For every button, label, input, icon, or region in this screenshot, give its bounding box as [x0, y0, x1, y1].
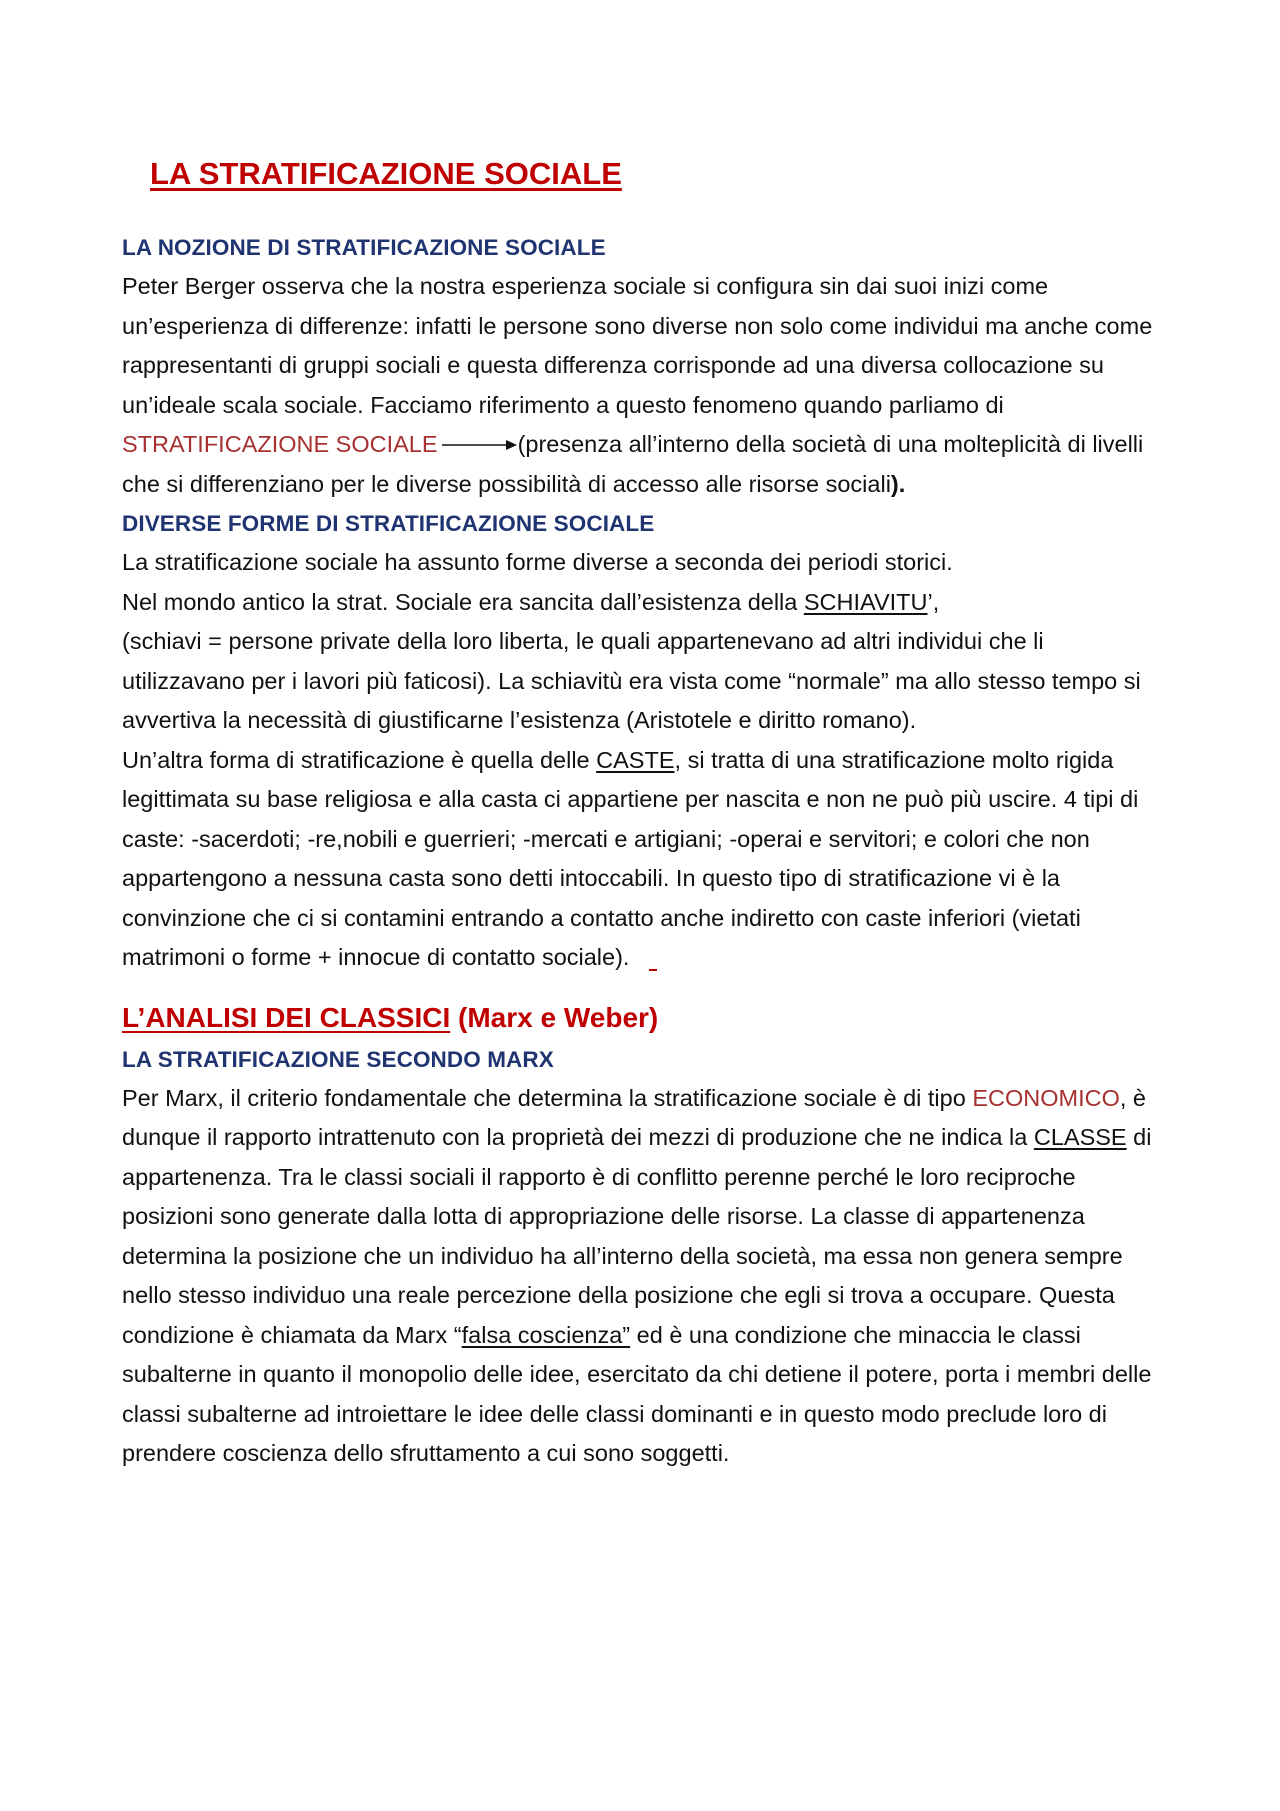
paragraph-caste-text-2: , si tratta di una stratificazione molto rigida legittimata su base religiosa e alla casta ci appartiene per nascita e non ne può più uscire. 4 tipi di caste: -sacerdoti; -re,nobili e guerrieri; -mercati e artigiani; -operai e servitori; e colori che non appartengono a nessuna casta sono detti intoccabili. In questo tipo di stratificazione vi è la convinzione che ci si contamini entrando a contatto anche indiretto con caste inferiori (vietati matrimoni o forme + innocue di contatto sociale). [122, 746, 1139, 971]
line-forme-diverse: La stratificazione sociale ha assunto forme diverse a seconda dei periodi storici. [122, 549, 953, 576]
heading-analisi-classici [122, 996, 1172, 1040]
heading-marx: LA STRATIFICAZIONE SECONDO MARX [122, 1046, 554, 1072]
heading-nozione: LA NOZIONE DI STRATIFICAZIONE SOCIALE [122, 235, 606, 261]
paragraph-nozione [122, 267, 1172, 504]
document-page [122, 155, 1172, 1474]
paragraph-caste-text-1: Un’altra forma di stratificazione è quella delle [122, 746, 597, 773]
paragraph-nozione-text-1: Peter Berger osserva che la nostra esperienza sociale si configura sin dai suoi inizi come un’esperienza di differenze: infatti le persone sono diverse non solo come individui ma anche come rappresentanti di gruppi sociali e questa differenza corrisponde ad una diversa collocazione su un’ideale scala sociale. Facciamo riferimento a questo fenomeno quando parliamo di [122, 273, 1153, 418]
paragraph-marx-text-4: ed è una condizione che minaccia le classi subalterne in quanto il monopolio delle idee, esercitato da chi detiene il potere, porta i membri delle classi subalterne ad introiettare le idee delle classi dominanti e in questo modo preclude loro di prendere coscienza dello sfruttamento a cui sono soggetti. [122, 1321, 1152, 1467]
paragraph-nozione-text-2: (presenza all’interno della società di una molteplicità di livelli che si differenziano per le diverse possibilità di accesso alle risorse sociali [122, 431, 1144, 497]
term-schiavitu: SCHIAVITU [803, 588, 928, 615]
paragraph-marx-text-1: Per Marx, il criterio fondamentale che determina la stratificazione sociale è di tipo [122, 1084, 973, 1111]
line-mondo-antico [122, 583, 1172, 623]
term-stratificazione-sociale: STRATIFICAZIONE SOCIALE [122, 431, 438, 458]
heading-diverse-forme: DIVERSE FORME DI STRATIFICAZIONE SOCIALE [122, 511, 655, 537]
document-title: LA STRATIFICAZIONE SOCIALE [150, 156, 622, 191]
paragraph-marx-text-3: di appartenenza. Tra le classi sociali il rapporto è di conflitto perenne perché le loro reciproche posizioni sono generate dalla lotta di appropriazione delle risorse. La classe di appartenenza determina la posizione che un individuo ha all’interno della società, ma essa non genera sempre nello stesso individuo una reale percezione della posizione che egli si trova a occupare. Questa condizione è chiamata da Marx “ [122, 1124, 1152, 1348]
heading-analisi-classici-underlined: L’ANALISI DEI CLASSICI [122, 1001, 451, 1033]
term-caste: CASTE [596, 746, 675, 773]
line-mondo-antico-text: Nel mondo antico la strat. Sociale era sancita dall’esistenza della [122, 588, 804, 615]
term-falsa-coscienza: falsa coscienza” [461, 1321, 631, 1348]
red-dash-mark [649, 969, 657, 971]
heading-analisi-classici-rest: (Marx e Weber) [450, 1001, 659, 1033]
paragraph-marx-text-2: , è dunque il rapporto intrattenuto con la proprietà dei mezzi di produzione che ne indica la [122, 1084, 1146, 1151]
term-economico: ECONOMICO [972, 1084, 1120, 1111]
paragraph-nozione-end: ). [890, 470, 906, 497]
paragraph-marx [122, 1079, 1172, 1474]
paragraph-caste [122, 741, 1172, 978]
paragraph-schiavi: (schiavi = persone private della loro liberta, le quali appartenevano ad altri individui che li utilizzavano per i lavori più faticosi). La schiavitù era vista come “normale” ma allo stesso tempo si avvertiva la necessità di giustificarne l’esistenza (Aristotele e diritto romano). [122, 628, 1141, 734]
line-mondo-antico-end: ’, [927, 588, 940, 615]
term-classe: CLASSE [1033, 1124, 1127, 1151]
arrow-right-icon [440, 438, 518, 452]
